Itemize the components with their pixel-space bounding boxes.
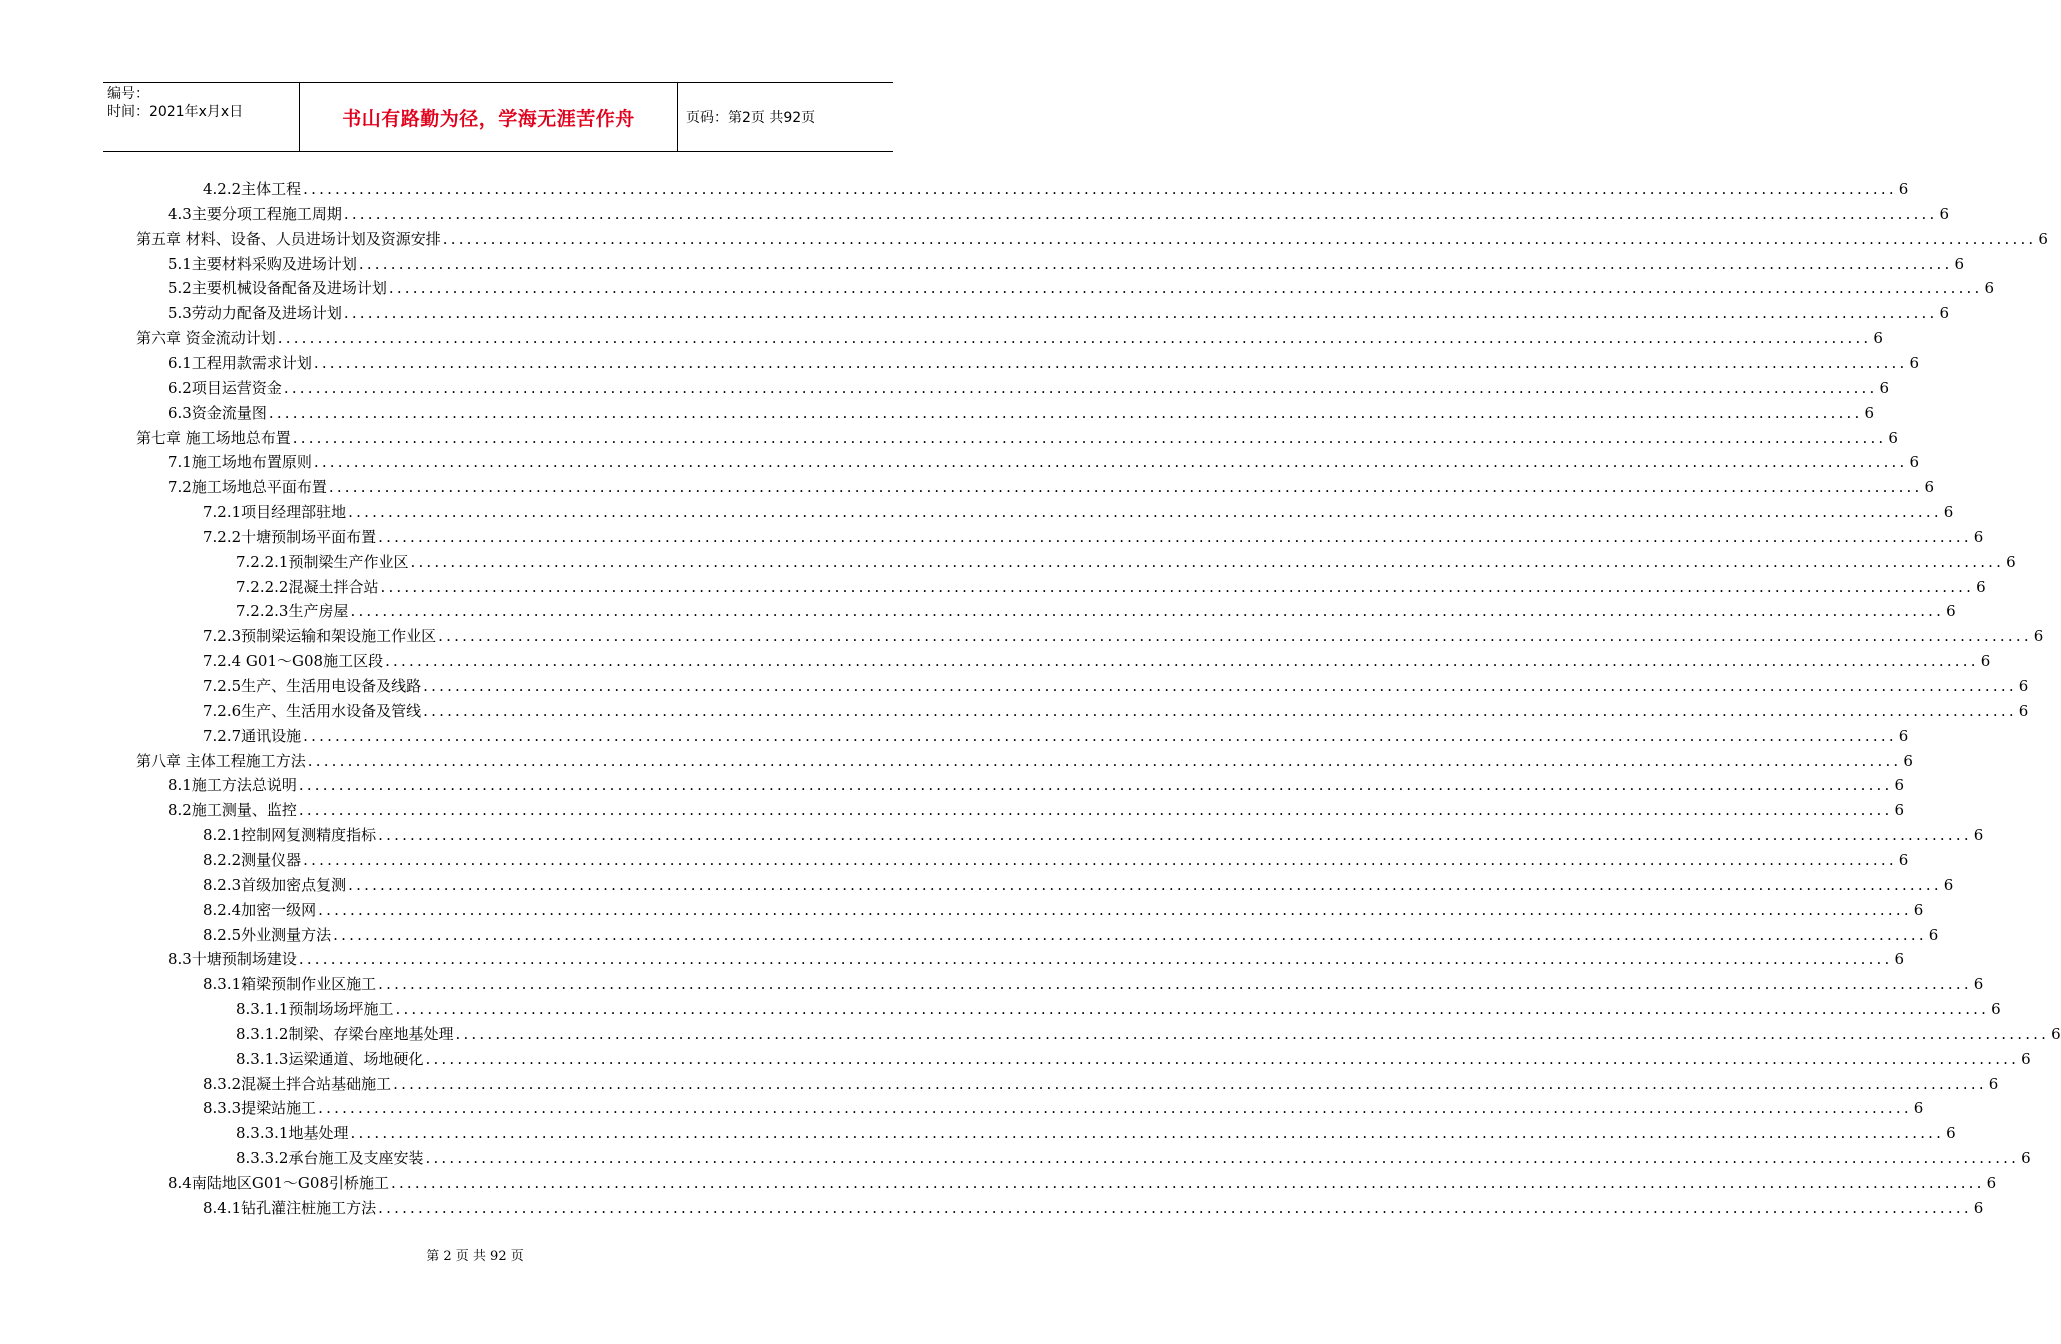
toc-entry-label: 7.2.5生产、生活用电设备及线路 bbox=[203, 677, 422, 695]
toc-entry[interactable] bbox=[168, 253, 1965, 275]
toc-entry[interactable] bbox=[168, 451, 1920, 473]
toc-entry[interactable] bbox=[203, 178, 1909, 200]
toc-entry-label: 8.2.1控制网复测精度指标 bbox=[203, 826, 377, 845]
toc-entry-label: 8.3.1箱梁预制作业区施工 bbox=[203, 975, 377, 994]
toc-entry-label: 8.3.1.3运梁通道、场地硬化 bbox=[236, 1049, 424, 1068]
toc-entry-label: 7.2施工场地总平面布置 bbox=[168, 478, 327, 497]
toc-entry-page: 6 bbox=[2006, 552, 2016, 571]
toc-leader-dots: ........................................................................................................................................................................................................ bbox=[438, 627, 2032, 646]
toc-entry[interactable] bbox=[236, 1048, 2031, 1070]
toc-entry-page: 6 bbox=[2018, 677, 2029, 695]
toc-entry-label: 6.1工程用款需求计划 bbox=[168, 353, 312, 372]
toc-entry-label: 7.2.3预制梁运输和架设施工作业区 bbox=[203, 627, 437, 646]
toc-entry-label: 8.3.1.2制梁、存梁台座地基处理 bbox=[236, 1024, 454, 1043]
toc-entry[interactable] bbox=[168, 377, 1890, 399]
toc-entry-page: 6 bbox=[1976, 577, 1986, 596]
toc-entry-label: 第五章 材料、设备、人员进场计划及资源安排 bbox=[136, 229, 441, 248]
toc-entry-page: 6 bbox=[1973, 527, 1984, 546]
toc-entry-label: 7.2.1项目经理部驻地 bbox=[203, 503, 347, 522]
header-motto: 书山有路勤为径，学海无涯苦作舟 bbox=[300, 83, 678, 151]
toc-entry-page: 6 bbox=[1984, 279, 1995, 298]
toc-entry-page: 6 bbox=[1946, 602, 1956, 621]
toc-entry[interactable] bbox=[168, 948, 1905, 970]
toc-entry-label: 8.3.3.1地基处理 bbox=[236, 1124, 349, 1143]
toc-entry-page: 6 bbox=[1973, 826, 1984, 845]
toc-entry[interactable] bbox=[236, 998, 2001, 1020]
page-footer: 第 2 页 共 92 页 bbox=[426, 1249, 524, 1264]
toc-entry-page: 6 bbox=[1898, 726, 1909, 745]
toc-entry-page: 6 bbox=[1939, 304, 1950, 323]
toc-entry[interactable] bbox=[203, 874, 1954, 896]
toc-leader-dots: ........................................................................................................................................................................................................ bbox=[350, 602, 1945, 621]
toc-entry[interactable] bbox=[136, 327, 1883, 349]
toc-entry[interactable] bbox=[168, 352, 1920, 374]
toc-entry[interactable] bbox=[136, 228, 2048, 250]
toc-leader-dots: ........................................................................................................................................................................................................ bbox=[423, 701, 2017, 720]
toc-entry-label: 7.2.6生产、生活用水设备及管线 bbox=[203, 701, 422, 720]
toc-entry-page: 6 bbox=[1973, 1198, 1984, 1217]
toc-entry-label: 第八章 主体工程施工方法 bbox=[136, 751, 306, 770]
toc-entry-label: 第七章 施工场地总布置 bbox=[136, 428, 291, 447]
toc-leader-dots: ........................................................................................................................................................................................................ bbox=[268, 403, 1863, 422]
toc-entry-page: 6 bbox=[2033, 627, 2044, 646]
toc-entry[interactable] bbox=[236, 576, 1986, 598]
toc-entry-label: 7.2.4 G01～G08施工区段 bbox=[203, 652, 384, 671]
toc-entry[interactable] bbox=[168, 277, 1995, 299]
toc-entry-label: 8.3.1.1预制场场坪施工 bbox=[236, 1000, 394, 1019]
toc-entry-page: 6 bbox=[1913, 1099, 1924, 1118]
toc-entry-page: 6 bbox=[1973, 975, 1984, 994]
toc-entry-label: 8.3.3.2承台施工及支座安装 bbox=[236, 1149, 424, 1168]
toc-entry-label: 6.2项目运营资金 bbox=[168, 378, 282, 397]
toc-entry-label: 8.3.2混凝土拌合站基础施工 bbox=[203, 1074, 392, 1093]
toc-leader-dots: ........................................................................................................................................................................................................ bbox=[318, 1099, 1912, 1118]
toc-entry-page: 6 bbox=[1943, 503, 1954, 522]
toc-entry[interactable] bbox=[203, 899, 1924, 921]
toc-entry-page: 6 bbox=[1909, 453, 1920, 472]
toc-leader-dots: ........................................................................................................................................................................................................ bbox=[378, 527, 1972, 546]
toc-entry-page: 6 bbox=[1894, 950, 1905, 969]
header-page-info: 页码：第2页 共92页 bbox=[686, 110, 816, 126]
toc-entry-label: 第六章 资金流动计划 bbox=[136, 329, 276, 348]
toc-entry-label: 5.2主要机械设备配备及进场计划 bbox=[168, 279, 387, 298]
toc-entry-page: 6 bbox=[1928, 925, 1939, 944]
toc-entry-label: 8.3.3提梁站施工 bbox=[203, 1099, 317, 1118]
toc-leader-dots: ........................................................................................................................................................................................................ bbox=[298, 801, 1893, 820]
toc-entry[interactable] bbox=[168, 774, 1905, 796]
toc-entry-label: 7.2.2.3生产房屋 bbox=[236, 602, 349, 621]
toc-entry[interactable] bbox=[203, 1197, 1984, 1219]
toc-entry-page: 6 bbox=[1946, 1124, 1956, 1143]
toc-entry-page: 6 bbox=[2038, 229, 2048, 248]
toc-entry[interactable] bbox=[236, 551, 2016, 573]
toc-leader-dots: ........................................................................................................................................................................................................ bbox=[313, 353, 1908, 372]
toc-entry-page: 6 bbox=[2018, 701, 2029, 720]
toc-entry[interactable] bbox=[136, 750, 1913, 772]
toc-entry[interactable] bbox=[203, 625, 2044, 647]
toc-entry[interactable] bbox=[203, 700, 2029, 722]
toc-entry[interactable] bbox=[203, 1073, 1999, 1095]
toc-leader-dots: ........................................................................................................................................................................................................ bbox=[307, 751, 1902, 770]
toc-entry[interactable] bbox=[203, 725, 1909, 747]
toc-leader-dots: ........................................................................................................................................................................................................ bbox=[385, 652, 1979, 671]
toc-leader-dots: ........................................................................................................................................................................................................ bbox=[328, 478, 1923, 497]
toc-entry-page: 6 bbox=[1986, 1174, 1997, 1192]
toc-entry-page: 6 bbox=[1894, 776, 1905, 795]
toc-leader-dots: ........................................................................................................................................................................................................ bbox=[303, 180, 1897, 198]
toc-entry-label: 8.2.3首级加密点复测 bbox=[203, 875, 347, 894]
toc-entry[interactable] bbox=[168, 799, 1905, 821]
toc-entry-page: 6 bbox=[2051, 1024, 2061, 1043]
toc-entry-label: 8.3十塘预制场建设 bbox=[168, 950, 297, 969]
toc-entry-page: 6 bbox=[1909, 353, 1920, 372]
toc-entry[interactable] bbox=[168, 302, 1950, 324]
toc-entry-label: 8.2.4加密一级网 bbox=[203, 900, 317, 919]
toc-entry-page: 6 bbox=[2021, 1049, 2031, 1068]
toc-entry[interactable] bbox=[168, 1172, 1997, 1194]
toc-entry[interactable] bbox=[236, 600, 1956, 622]
toc-leader-dots: ........................................................................................................................................................................................................ bbox=[455, 1024, 2050, 1043]
toc-entry-label: 4.2.2主体工程 bbox=[203, 180, 302, 198]
toc-leader-dots: ........................................................................................................................................................................................................ bbox=[393, 1074, 1987, 1093]
toc-entry[interactable] bbox=[203, 675, 2029, 697]
toc-entry-label: 5.1主要材料采购及进场计划 bbox=[168, 254, 357, 273]
toc-leader-dots: ........................................................................................................................................................................................................ bbox=[348, 503, 1942, 522]
toc-entry[interactable] bbox=[168, 402, 1875, 424]
toc-entry[interactable] bbox=[236, 1122, 1956, 1144]
toc-entry-page: 6 bbox=[1943, 875, 1954, 894]
toc-entry-label: 8.2.5外业测量方法 bbox=[203, 925, 332, 944]
toc-entry-page: 6 bbox=[1864, 403, 1875, 422]
toc-entry-label: 8.2施工测量、监控 bbox=[168, 801, 297, 820]
toc-entry-page: 6 bbox=[1879, 378, 1890, 397]
toc-leader-dots: ........................................................................................................................................................................................................ bbox=[358, 254, 1953, 273]
toc-entry-label: 7.2.2十塘预制场平面布置 bbox=[203, 527, 377, 546]
toc-entry[interactable] bbox=[168, 476, 1935, 498]
toc-leader-dots: ........................................................................................................................................................................................................ bbox=[378, 826, 1972, 845]
toc-entry-page: 6 bbox=[1898, 180, 1909, 198]
toc-entry-page: 6 bbox=[1873, 329, 1883, 348]
toc-entry-label: 7.1施工场地布置原则 bbox=[168, 453, 312, 472]
toc-leader-dots: ........................................................................................................................................................................................................ bbox=[318, 900, 1912, 919]
toc-entry-label: 8.4南陆地区G01～G08引桥施工 bbox=[168, 1174, 389, 1192]
toc-leader-dots: ........................................................................................................................................................................................................ bbox=[277, 329, 1872, 348]
toc-leader-dots: ........................................................................................................................................................................................................ bbox=[380, 577, 1975, 596]
toc-entry-page: 6 bbox=[1991, 1000, 2001, 1019]
toc-leader-dots: ........................................................................................................................................................................................................ bbox=[283, 378, 1878, 397]
toc-entry-page: 6 bbox=[1903, 751, 1913, 770]
toc-leader-dots: ........................................................................................................................................................................................................ bbox=[388, 279, 1983, 298]
toc-leader-dots: ........................................................................................................................................................................................................ bbox=[343, 204, 1938, 223]
toc-leader-dots: ........................................................................................................................................................................................................ bbox=[298, 950, 1893, 969]
toc-leader-dots: ........................................................................................................................................................................................................ bbox=[423, 677, 2017, 695]
toc-entry[interactable] bbox=[236, 1023, 2061, 1045]
toc-entry-label: 7.2.2.1预制梁生产作业区 bbox=[236, 552, 409, 571]
toc-leader-dots: ........................................................................................................................................................................................................ bbox=[391, 1174, 1985, 1192]
document-number-label: 编号： bbox=[107, 86, 149, 102]
toc-leader-dots: ........................................................................................................................................................................................................ bbox=[425, 1049, 2020, 1068]
header-meta bbox=[103, 83, 300, 151]
toc-entry-page: 6 bbox=[1894, 801, 1905, 820]
toc-entry[interactable] bbox=[203, 526, 1984, 548]
toc-entry-page: 6 bbox=[1980, 652, 1991, 671]
toc-entry[interactable] bbox=[168, 203, 1950, 225]
toc-entry-page: 6 bbox=[1954, 254, 1965, 273]
toc-entry[interactable] bbox=[136, 427, 1898, 449]
document-time-label: 时间：2021年x月x日 bbox=[107, 104, 244, 120]
toc-entry-page: 6 bbox=[1888, 428, 1898, 447]
toc-leader-dots: ........................................................................................................................................................................................................ bbox=[348, 875, 1942, 894]
toc-leader-dots: ........................................................................................................................................................................................................ bbox=[442, 229, 2037, 248]
toc-entry[interactable] bbox=[203, 849, 1909, 871]
toc-entry[interactable] bbox=[203, 824, 1984, 846]
toc-leader-dots: ........................................................................................................................................................................................................ bbox=[350, 1124, 1945, 1143]
toc-entry-page: 6 bbox=[2021, 1149, 2031, 1168]
toc-entry-label: 8.1施工方法总说明 bbox=[168, 776, 297, 795]
toc-leader-dots: ........................................................................................................................................................................................................ bbox=[298, 776, 1893, 795]
toc-entry[interactable] bbox=[203, 973, 1984, 995]
toc-entry-page: 6 bbox=[1898, 850, 1909, 869]
toc-entry-label: 7.2.2.2混凝土拌合站 bbox=[236, 577, 379, 596]
toc-entry-page: 6 bbox=[1924, 478, 1935, 497]
toc-leader-dots: ........................................................................................................................................................................................................ bbox=[378, 1198, 1972, 1217]
toc-entry-page: 6 bbox=[1939, 204, 1950, 223]
toc-leader-dots: ........................................................................................................................................................................................................ bbox=[395, 1000, 1990, 1019]
toc-entry-page: 6 bbox=[1988, 1074, 1999, 1093]
toc-entry[interactable] bbox=[203, 924, 1939, 946]
toc-entry-label: 8.2.2测量仪器 bbox=[203, 850, 302, 869]
toc-entry-label: 8.4.1钻孔灌注桩施工方法 bbox=[203, 1198, 377, 1217]
toc-entry-page: 6 bbox=[1913, 900, 1924, 919]
toc-entry-label: 7.2.7通讯设施 bbox=[203, 726, 302, 745]
toc-entry-label: 6.3资金流量图 bbox=[168, 403, 267, 422]
toc-leader-dots: ........................................................................................................................................................................................................ bbox=[313, 453, 1908, 472]
toc-leader-dots: ........................................................................................................................................................................................................ bbox=[410, 552, 2005, 571]
page-header bbox=[103, 82, 893, 152]
toc-entry[interactable] bbox=[203, 501, 1954, 523]
toc-entry[interactable] bbox=[236, 1147, 2031, 1169]
toc-leader-dots: ........................................................................................................................................................................................................ bbox=[425, 1149, 2020, 1168]
toc-leader-dots: ........................................................................................................................................................................................................ bbox=[333, 925, 1927, 944]
toc-entry-label: 4.3主要分项工程施工周期 bbox=[168, 204, 342, 223]
toc-leader-dots: ........................................................................................................................................................................................................ bbox=[303, 850, 1897, 869]
toc-entry[interactable] bbox=[203, 1097, 1924, 1119]
toc-leader-dots: ........................................................................................................................................................................................................ bbox=[292, 428, 1887, 447]
toc-entry-label: 5.3劳动力配备及进场计划 bbox=[168, 304, 342, 323]
toc-leader-dots: ........................................................................................................................................................................................................ bbox=[303, 726, 1897, 745]
toc-leader-dots: ........................................................................................................................................................................................................ bbox=[343, 304, 1938, 323]
toc-leader-dots: ........................................................................................................................................................................................................ bbox=[378, 975, 1972, 994]
toc-entry[interactable] bbox=[203, 650, 1991, 672]
